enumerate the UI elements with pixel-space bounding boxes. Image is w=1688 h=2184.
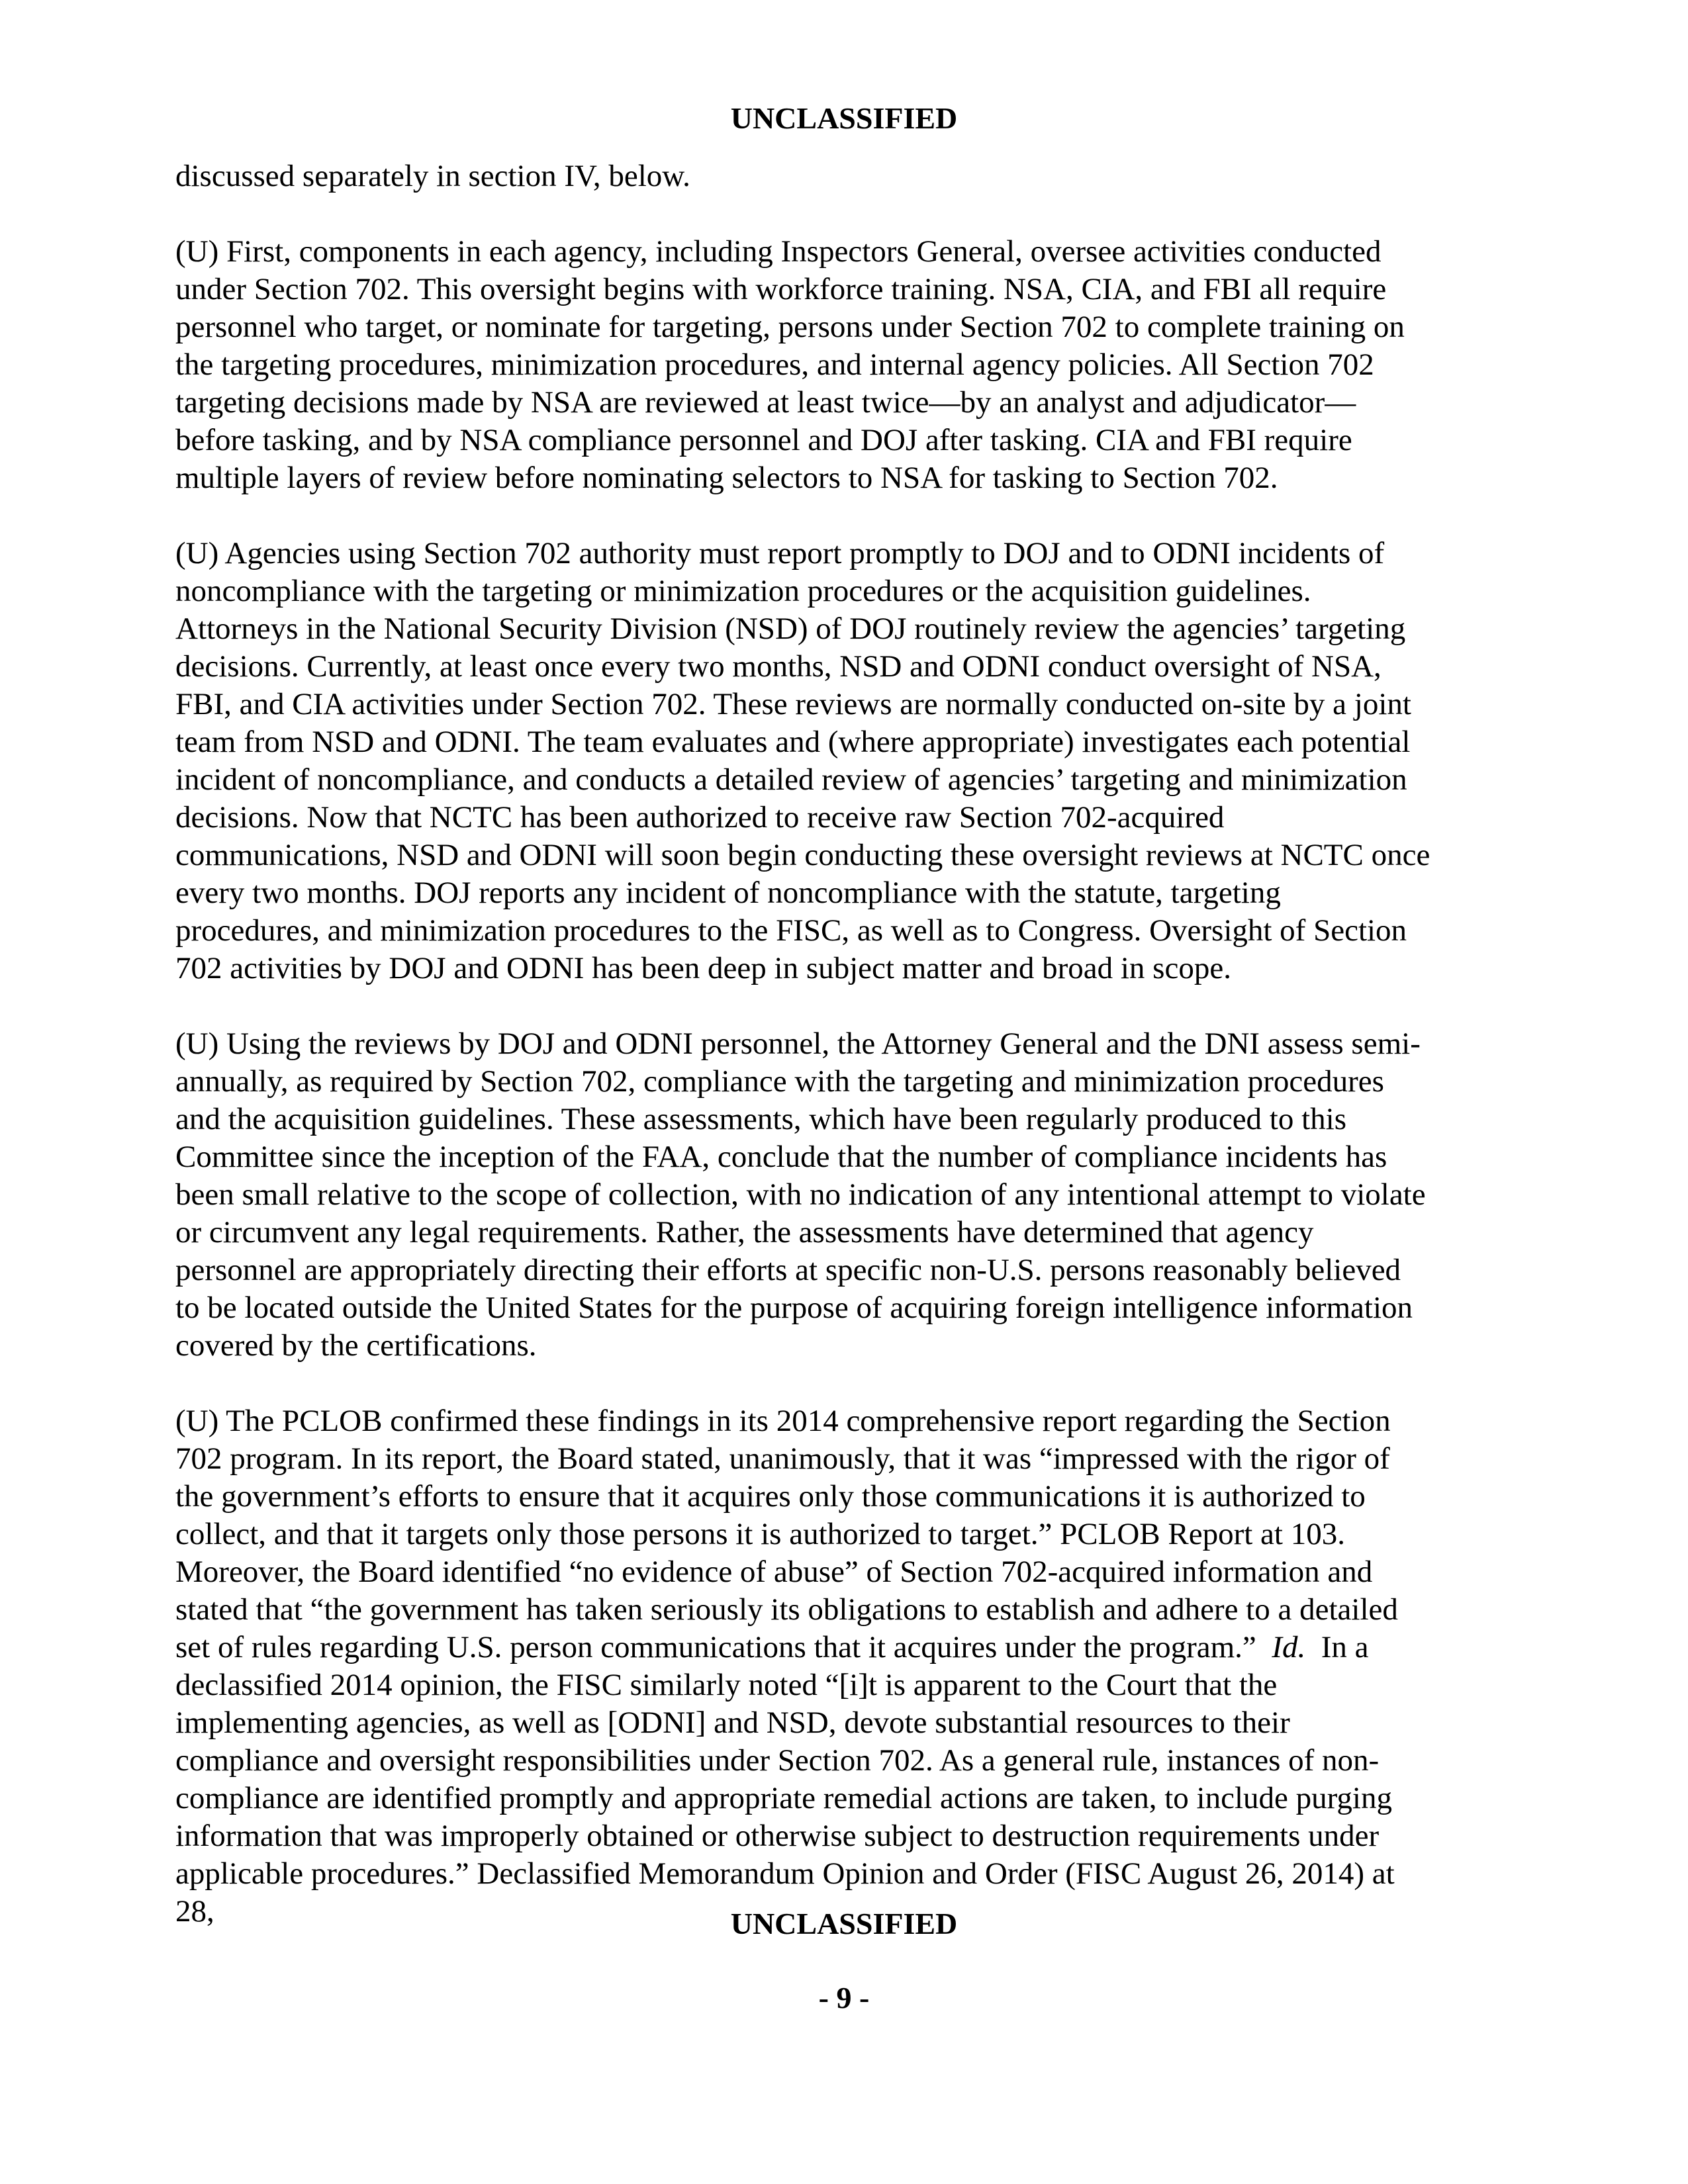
text-line: personnel are appropriately directing their efforts at specific non-U.S. persons reasonably believed: [175, 1253, 1401, 1287]
text-segment: set of rules regarding U.S. person communications that it acquires under the program.”: [175, 1630, 1256, 1664]
text-segment: In a: [1305, 1630, 1369, 1664]
text-line: been small relative to the scope of collection, with no indication of any intentional attempt to violate: [175, 1177, 1426, 1212]
text-line: (U) Agencies using Section 702 authority must report promptly to DOJ and to ODNI incidents of: [175, 536, 1385, 570]
paragraph-continuation: [175, 158, 1513, 195]
citation-id: Id.: [1272, 1630, 1306, 1664]
text-line: declassified 2014 opinion, the FISC similarly noted “[i]t is apparent to the Court that the: [175, 1668, 1278, 1702]
text-line: annually, as required by Section 702, compliance with the targeting and minimization procedures: [175, 1064, 1384, 1099]
text-line: noncompliance with the targeting or minimization procedures or the acquisition guidelines.: [175, 574, 1311, 608]
paragraph-agency-oversight: [175, 233, 1513, 497]
text-line: (U) First, components in each agency, including Inspectors General, oversee activities conducted: [175, 234, 1382, 269]
text-line: multiple layers of review before nominating selectors to NSA for tasking to Section 702.: [175, 461, 1278, 495]
text-line: incident of noncompliance, and conducts a detailed review of agencies’ targeting and minimization: [175, 762, 1407, 797]
text-line: compliance and oversight responsibilities under Section 702. As a general rule, instances of non-: [175, 1743, 1380, 1778]
text-line: the government’s efforts to ensure that it acquires only those communications it is authorized to: [175, 1479, 1366, 1514]
text-line: decisions. Currently, at least once every two months, NSD and ODNI conduct oversight of NSA,: [175, 649, 1382, 684]
text-line: the targeting procedures, minimization procedures, and internal agency policies. All Section 702: [175, 347, 1374, 382]
text-line: (U) The PCLOB confirmed these findings in its 2014 comprehensive report regarding the Section: [175, 1404, 1391, 1438]
text-line: Attorneys in the National Security Division (NSD) of DOJ routinely review the agencies’ targeting: [175, 612, 1406, 646]
text-line: 702 program. In its report, the Board stated, unanimously, that it was “impressed with the rigor of: [175, 1441, 1390, 1476]
text-line: to be located outside the United States for the purpose of acquiring foreign intelligence information: [175, 1291, 1413, 1325]
text-line: compliance are identified promptly and appropriate remedial actions are taken, to include purging: [175, 1781, 1392, 1815]
text-line: under Section 702. This oversight begins with workforce training. NSA, CIA, and FBI all require: [175, 272, 1387, 306]
text-line: procedures, and minimization procedures to the FISC, as well as to Congress. Oversight of Section: [175, 913, 1407, 948]
text-line: Moreover, the Board identified “no evidence of abuse” of Section 702-acquired information and: [175, 1555, 1373, 1589]
text-line: stated that “the government has taken seriously its obligations to establish and adhere to a detailed: [175, 1592, 1398, 1627]
text-line: 702 activities by DOJ and ODNI has been deep in subject matter and broad in scope.: [175, 951, 1231, 985]
text-line: implementing agencies, as well as [ODNI] and NSD, devote substantial resources to their: [175, 1706, 1290, 1740]
text-line-with-citation: [175, 1629, 1513, 1666]
text-line: before tasking, and by NSA compliance personnel and DOJ after tasking. CIA and FBI require: [175, 423, 1352, 457]
text-line: collect, and that it targets only those persons it is authorized to target.” PCLOB Report at 103.: [175, 1517, 1345, 1551]
text-line: applicable procedures.” Declassified Memorandum Opinion and Order (FISC August 26, 2014) at: [175, 1856, 1395, 1891]
text-line: or circumvent any legal requirements. Rather, the assessments have determined that agency: [175, 1215, 1314, 1250]
classification-marking-footer: UNCLASSIFIED: [730, 1907, 958, 1940]
text-line: and the acquisition guidelines. These assessments, which have been regularly produced to this: [175, 1102, 1347, 1136]
text-line: discussed separately in section IV, below.: [175, 159, 690, 193]
text-line: personnel who target, or nominate for targeting, persons under Section 702 to complete training on: [175, 310, 1405, 344]
text-line: team from NSD and ODNI. The team evaluates and (where appropriate) investigates each potential: [175, 725, 1411, 759]
text-line: communications, NSD and ODNI will soon begin conducting these oversight reviews at NCTC once: [175, 838, 1430, 872]
text-line: every two months. DOJ reports any incident of noncompliance with the statute, targeting: [175, 876, 1281, 910]
text-line: targeting decisions made by NSA are reviewed at least twice—by an analyst and adjudicator—: [175, 385, 1356, 420]
paragraph-semiannual-assessments: [175, 1025, 1513, 1365]
text-line: 28,: [175, 1894, 214, 1929]
paragraph-doj-odni-reporting: [175, 535, 1513, 987]
text-line: FBI, and CIA activities under Section 702. These reviews are normally conducted on-site by a joint: [175, 687, 1411, 721]
text-line: (U) Using the reviews by DOJ and ODNI personnel, the Attorney General and the DNI assess semi-: [175, 1026, 1421, 1061]
page-number: - 9 -: [818, 1981, 870, 2015]
document-body: [175, 158, 1513, 1968]
text-line: covered by the certifications.: [175, 1328, 537, 1363]
classification-marking-header: UNCLASSIFIED: [730, 101, 958, 135]
text-line: information that was improperly obtained or otherwise subject to destruction requirements under: [175, 1819, 1380, 1853]
paragraph-pclob-findings: [175, 1402, 1513, 1931]
text-line: decisions. Now that NCTC has been authorized to receive raw Section 702-acquired: [175, 800, 1225, 835]
text-line: Committee since the inception of the FAA, conclude that the number of compliance incidents has: [175, 1140, 1387, 1174]
